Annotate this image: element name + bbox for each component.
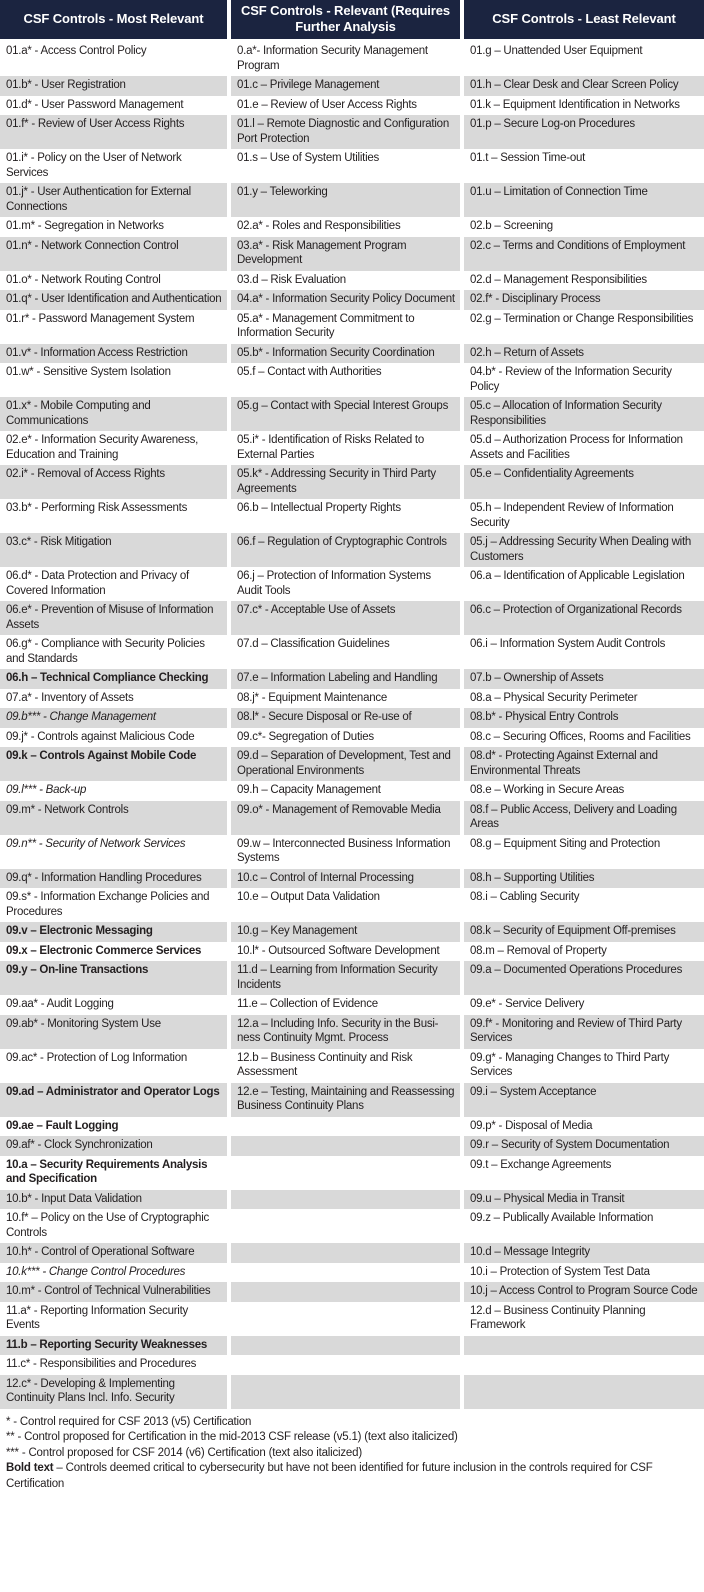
table-row <box>0 76 704 96</box>
control-cell: 02.i* - Removal of Access Rights <box>0 465 229 499</box>
control-cell: 09.p* - Disposal of Media <box>462 1117 704 1137</box>
control-cell: 07.d – Classification Guidelines <box>229 635 462 669</box>
control-cell: 12.e – Testing, Maintaining and Reassessing Business Continuity Plans <box>229 1083 462 1117</box>
control-cell: 10.a – Security Requirements Analysis and Specification <box>0 1156 229 1190</box>
table-row <box>0 431 704 465</box>
footnote-bold-lead: Bold text <box>6 1462 54 1474</box>
control-cell: 09.s* - Information Exchange Policies and Procedures <box>0 888 229 922</box>
control-cell: 10.h* - Control of Operational Software <box>0 1243 229 1263</box>
control-cell: 08.h – Supporting Utilities <box>462 869 704 889</box>
table-row <box>0 1136 704 1156</box>
control-cell: 01.s – Use of System Utilities <box>229 149 462 183</box>
control-cell: 12.c* - Developing & Implementing Continuity Plans Incl. Info. Security <box>0 1375 229 1409</box>
control-cell: 01.h – Clear Desk and Clear Screen Policy <box>462 76 704 96</box>
control-cell: 01.g – Unattended User Equipment <box>462 41 704 77</box>
control-cell: 06.b – Intellectual Property Rights <box>229 499 462 533</box>
control-cell: 02.c – Terms and Conditions of Employment <box>462 237 704 271</box>
control-cell: 08.d* - Protecting Against External and Environmental Threats <box>462 747 704 781</box>
control-cell: 01.n* - Network Connection Control <box>0 237 229 271</box>
control-cell: 11.a* - Reporting Information Security Events <box>0 1302 229 1336</box>
table-row <box>0 533 704 567</box>
control-cell: 09.d – Separation of Development, Test and Operational Environments <box>229 747 462 781</box>
table-row <box>0 922 704 942</box>
table-row <box>0 689 704 709</box>
control-cell: 11.c* - Responsibilities and Procedures <box>0 1355 229 1375</box>
control-cell: 09.f* - Monitoring and Review of Third Party Services <box>462 1015 704 1049</box>
controls-table-body <box>0 41 704 1409</box>
control-cell: 09.e* - Service Delivery <box>462 995 704 1015</box>
control-cell: 06.d* - Data Protection and Privacy of Covered Information <box>0 567 229 601</box>
control-cell: 09.h – Capacity Management <box>229 781 462 801</box>
control-cell: 06.a – Identification of Applicable Legislation <box>462 567 704 601</box>
table-row <box>0 290 704 310</box>
control-cell: 06.e* - Prevention of Misuse of Information Assets <box>0 601 229 635</box>
control-cell: 01.q* - User Identification and Authentication <box>0 290 229 310</box>
control-cell <box>229 1190 462 1210</box>
control-cell: 10.b* - Input Data Validation <box>0 1190 229 1210</box>
control-cell: 09.i – System Acceptance <box>462 1083 704 1117</box>
control-cell: 03.d – Risk Evaluation <box>229 271 462 291</box>
control-cell: 01.d* - User Password Management <box>0 96 229 116</box>
control-cell: 07.b – Ownership of Assets <box>462 669 704 689</box>
control-cell: 08.i – Cabling Security <box>462 888 704 922</box>
control-cell: 06.i – Information System Audit Controls <box>462 635 704 669</box>
table-row <box>0 1190 704 1210</box>
control-cell: 10.i – Protection of System Test Data <box>462 1263 704 1283</box>
table-row <box>0 465 704 499</box>
control-cell: 10.m* - Control of Technical Vulnerabilities <box>0 1282 229 1302</box>
control-cell <box>229 1117 462 1137</box>
control-cell <box>229 1282 462 1302</box>
control-cell: 09.z – Publically Available Information <box>462 1209 704 1243</box>
control-cell: 10.f* – Policy on the Use of Cryptographic Controls <box>0 1209 229 1243</box>
control-cell: 02.b – Screening <box>462 217 704 237</box>
control-cell: 01.u – Limitation of Connection Time <box>462 183 704 217</box>
control-cell: 05.h – Independent Review of Information Security <box>462 499 704 533</box>
control-cell: 08.f – Public Access, Delivery and Loading Areas <box>462 801 704 835</box>
control-cell: 01.r* - Password Management System <box>0 310 229 344</box>
control-cell: 09.u – Physical Media in Transit <box>462 1190 704 1210</box>
control-cell: 01.a* - Access Control Policy <box>0 41 229 77</box>
control-cell: 06.j – Protection of Information Systems Audit Tools <box>229 567 462 601</box>
table-row <box>0 237 704 271</box>
table-row <box>0 271 704 291</box>
control-cell: 09.a – Documented Operations Procedures <box>462 961 704 995</box>
control-cell: 10.c – Control of Internal Processing <box>229 869 462 889</box>
table-row <box>0 801 704 835</box>
table-row <box>0 41 704 77</box>
table-row <box>0 728 704 748</box>
control-cell: 06.f – Regulation of Cryptographic Controls <box>229 533 462 567</box>
control-cell <box>462 1355 704 1375</box>
control-cell: 04.b* - Review of the Information Security Policy <box>462 363 704 397</box>
footnotes <box>0 1409 704 1497</box>
footnote-line: ** - Control proposed for Certification in the mid-2013 CSF release (v5.1) (text also italicized) <box>6 1431 458 1443</box>
control-cell: 01.e – Review of User Access Rights <box>229 96 462 116</box>
control-cell: 05.f – Contact with Authorities <box>229 363 462 397</box>
control-cell: 01.v* - Information Access Restriction <box>0 344 229 364</box>
control-cell: 02.f* - Disciplinary Process <box>462 290 704 310</box>
control-cell: 05.a* - Management Commitment to Information Security <box>229 310 462 344</box>
table-row <box>0 835 704 869</box>
table-row <box>0 183 704 217</box>
control-cell: 09.b*** - Change Management <box>0 708 229 728</box>
control-cell: 09.t – Exchange Agreements <box>462 1156 704 1190</box>
table-row <box>0 708 704 728</box>
control-cell: 09.q* - Information Handling Procedures <box>0 869 229 889</box>
control-cell: 09.ad – Administrator and Operator Logs <box>0 1083 229 1117</box>
table-row <box>0 1243 704 1263</box>
control-cell: 05.k* - Addressing Security in Third Party Agreements <box>229 465 462 499</box>
table-row <box>0 217 704 237</box>
control-cell: 10.k*** - Change Control Procedures <box>0 1263 229 1283</box>
table-row <box>0 1015 704 1049</box>
control-cell: 01.j* - User Authentication for External Connections <box>0 183 229 217</box>
control-cell: 07.a* - Inventory of Assets <box>0 689 229 709</box>
control-cell: 09.aa* - Audit Logging <box>0 995 229 1015</box>
control-cell: 08.g – Equipment Siting and Protection <box>462 835 704 869</box>
control-cell: 09.c*- Segregation of Duties <box>229 728 462 748</box>
control-cell: 02.h – Return of Assets <box>462 344 704 364</box>
table-row <box>0 115 704 149</box>
table-row <box>0 888 704 922</box>
column-header-relevant: CSF Controls - Relevant (Requires Further Analysis <box>229 0 462 41</box>
control-cell: 09.v – Electronic Messaging <box>0 922 229 942</box>
control-cell: 10.e – Output Data Validation <box>229 888 462 922</box>
table-row <box>0 96 704 116</box>
control-cell: 09.n** - Security of Network Services <box>0 835 229 869</box>
control-cell: 01.i* - Policy on the User of Network Services <box>0 149 229 183</box>
footnote-line: * - Control required for CSF 2013 (v5) Certification <box>6 1415 252 1428</box>
control-cell: 05.c – Allocation of Information Security Responsibilities <box>462 397 704 431</box>
column-header-least-relevant: CSF Controls - Least Relevant <box>462 0 704 41</box>
control-cell: 10.l* - Outsourced Software Development <box>229 942 462 962</box>
footnote-line: *** - Control proposed for CSF 2014 (v6) Certification (text also italicized) <box>6 1446 362 1459</box>
control-cell: 09.k – Controls Against Mobile Code <box>0 747 229 781</box>
control-cell: 10.g – Key Management <box>229 922 462 942</box>
table-row <box>0 1117 704 1137</box>
control-cell <box>229 1336 462 1356</box>
control-cell: 08.l* - Secure Disposal or Re-use of <box>229 708 462 728</box>
control-cell: 12.d – Business Continuity Planning Framework <box>462 1302 704 1336</box>
control-cell: 12.b – Business Continuity and Risk Assessment <box>229 1049 462 1083</box>
control-cell: 08.b* - Physical Entry Controls <box>462 708 704 728</box>
control-cell: 07.e – Information Labeling and Handling <box>229 669 462 689</box>
control-cell: 01.p – Secure Log-on Procedures <box>462 115 704 149</box>
control-cell <box>462 1375 704 1409</box>
control-cell: 01.k – Equipment Identification in Networks <box>462 96 704 116</box>
control-cell: 09.r – Security of System Documentation <box>462 1136 704 1156</box>
control-cell: 01.y – Teleworking <box>229 183 462 217</box>
control-cell: 09.m* - Network Controls <box>0 801 229 835</box>
table-row <box>0 1282 704 1302</box>
control-cell: 05.g – Contact with Special Interest Groups <box>229 397 462 431</box>
control-cell <box>229 1136 462 1156</box>
table-row <box>0 310 704 344</box>
table-row <box>0 961 704 995</box>
control-cell: 09.af* - Clock Synchronization <box>0 1136 229 1156</box>
control-cell <box>229 1355 462 1375</box>
table-row <box>0 669 704 689</box>
control-cell: 04.a* - Information Security Policy Document <box>229 290 462 310</box>
control-cell: 09.w – Interconnected Business Information Systems <box>229 835 462 869</box>
table-row <box>0 942 704 962</box>
table-row <box>0 149 704 183</box>
control-cell: 07.c* - Acceptable Use of Assets <box>229 601 462 635</box>
table-row <box>0 601 704 635</box>
table-row <box>0 1083 704 1117</box>
table-row <box>0 781 704 801</box>
control-cell: 09.j* - Controls against Malicious Code <box>0 728 229 748</box>
control-cell: 09.x – Electronic Commerce Services <box>0 942 229 962</box>
table-row <box>0 995 704 1015</box>
control-cell: 11.d – Learning from Information Security Incidents <box>229 961 462 995</box>
control-cell: 02.d – Management Responsibilities <box>462 271 704 291</box>
control-cell: 09.o* - Management of Removable Media <box>229 801 462 835</box>
control-cell: 05.d – Authorization Process for Information Assets and Facilities <box>462 431 704 465</box>
table-row <box>0 397 704 431</box>
control-cell: 09.l*** - Back-up <box>0 781 229 801</box>
control-cell: 01.c – Privilege Management <box>229 76 462 96</box>
control-cell: 01.f* - Review of User Access Rights <box>0 115 229 149</box>
control-cell: 01.b* - User Registration <box>0 76 229 96</box>
control-cell: 02.e* - Information Security Awareness, Education and Training <box>0 431 229 465</box>
control-cell: 0.a*- Information Security Management Program <box>229 41 462 77</box>
table-row <box>0 1156 704 1190</box>
control-cell: 08.j* - Equipment Maintenance <box>229 689 462 709</box>
control-cell <box>229 1263 462 1283</box>
control-cell: 03.a* - Risk Management Program Development <box>229 237 462 271</box>
table-row <box>0 1049 704 1083</box>
table-row <box>0 1336 704 1356</box>
control-cell: 05.j – Addressing Security When Dealing with Customers <box>462 533 704 567</box>
control-cell: 11.b – Reporting Security Weaknesses <box>0 1336 229 1356</box>
table-row <box>0 1209 704 1243</box>
control-cell: 02.g – Termination or Change Responsibilities <box>462 310 704 344</box>
table-row <box>0 499 704 533</box>
control-cell <box>229 1375 462 1409</box>
control-cell: 11.e – Collection of Evidence <box>229 995 462 1015</box>
table-row <box>0 1263 704 1283</box>
control-cell <box>229 1243 462 1263</box>
control-cell: 03.b* - Performing Risk Assessments <box>0 499 229 533</box>
control-cell: 06.c – Protection of Organizational Records <box>462 601 704 635</box>
table-row <box>0 567 704 601</box>
control-cell: 09.ae – Fault Logging <box>0 1117 229 1137</box>
table-row <box>0 747 704 781</box>
control-cell: 03.c* - Risk Mitigation <box>0 533 229 567</box>
table-row <box>0 1375 704 1409</box>
control-cell: 05.i* - Identification of Risks Related to External Parties <box>229 431 462 465</box>
control-cell: 02.a* - Roles and Responsibilities <box>229 217 462 237</box>
control-cell <box>462 1336 704 1356</box>
control-cell: 12.a – Including Info. Security in the Busi-ness Continuity Mgmt. Process <box>229 1015 462 1049</box>
control-cell <box>229 1156 462 1190</box>
control-cell: 01.m* - Segregation in Networks <box>0 217 229 237</box>
table-row <box>0 344 704 364</box>
column-header-most-relevant: CSF Controls - Most Relevant <box>0 0 229 41</box>
control-cell <box>229 1209 462 1243</box>
control-cell: 08.c – Securing Offices, Rooms and Facilities <box>462 728 704 748</box>
table-row <box>0 1302 704 1336</box>
control-cell: 09.y – On-line Transactions <box>0 961 229 995</box>
control-cell: 09.ab* - Monitoring System Use <box>0 1015 229 1049</box>
control-cell: 09.g* - Managing Changes to Third Party Services <box>462 1049 704 1083</box>
table-row <box>0 635 704 669</box>
control-cell: 08.m – Removal of Property <box>462 942 704 962</box>
control-cell: 01.w* - Sensitive System Isolation <box>0 363 229 397</box>
control-cell: 06.g* - Compliance with Security Policies and Standards <box>0 635 229 669</box>
control-cell: 08.e – Working in Secure Areas <box>462 781 704 801</box>
control-cell: 08.a – Physical Security Perimeter <box>462 689 704 709</box>
control-cell: 08.k – Security of Equipment Off-premises <box>462 922 704 942</box>
footnote-line: Bold text – Controls deemed critical to cybersecurity but have not been identified for future inclusion in the controls required for CSF Certification <box>6 1462 653 1490</box>
table-row <box>0 869 704 889</box>
control-cell <box>229 1302 462 1336</box>
control-cell: 06.h – Technical Compliance Checking <box>0 669 229 689</box>
control-cell: 01.t – Session Time-out <box>462 149 704 183</box>
control-cell: 10.d – Message Integrity <box>462 1243 704 1263</box>
control-cell: 01.o* - Network Routing Control <box>0 271 229 291</box>
control-cell: 09.ac* - Protection of Log Information <box>0 1049 229 1083</box>
control-cell: 05.e – Confidentiality Agreements <box>462 465 704 499</box>
control-cell: 01.l – Remote Diagnostic and Configuration Port Protection <box>229 115 462 149</box>
control-cell: 05.b* - Information Security Coordination <box>229 344 462 364</box>
table-row <box>0 363 704 397</box>
control-cell: 10.j – Access Control to Program Source Code <box>462 1282 704 1302</box>
table-row <box>0 1355 704 1375</box>
table-header-row <box>0 0 704 41</box>
control-cell: 01.x* - Mobile Computing and Communications <box>0 397 229 431</box>
